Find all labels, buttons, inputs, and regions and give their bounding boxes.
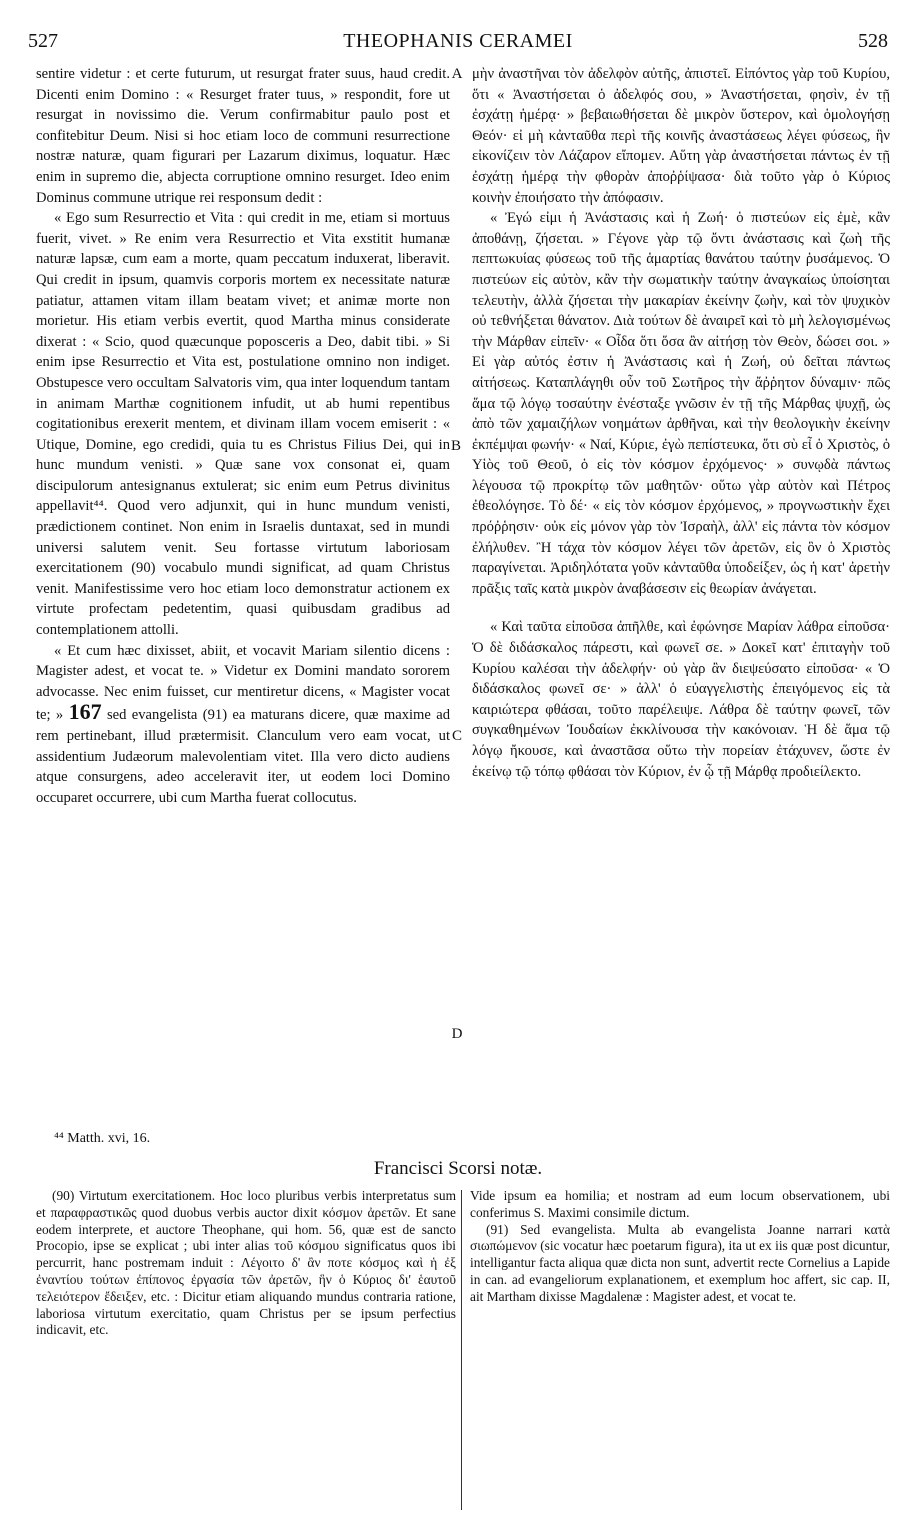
note-90: (90) Virtutum exercitationem. Hoc loco pluribus verbis interpretatus sum et παραφραστικῶς quod duobus verbis auctor dixit κόσμον ἀρετῶν. Et sane eodem interprete, et auctore Theophane, qui hom. 56, quæ est de sancto Procopio, ipse se explicat ; ubi inter alias τοῦ κόσμου significatus quos ibi percurrit, hanc postremam induit : Λέγοιτο δ' ἂν ποτε κόσμος καὶ ἡ ἐξ ἐναντίου τούτων ἐπίπονος ἐργασία τῶν ἀρετῶν, ἣν ὁ Κύριος δι' ἑαυτοῦ τελειότερον ἔδειξεν, etc. : Dicitur etiam aliquando mundus contraria ratione, laboriosa virtutum exercitatio, quam Christus per se ipsum perfectius indicavit, etc. [36, 1188, 456, 1338]
margin-letter-a: A [451, 66, 463, 82]
notes-left-column [36, 1188, 456, 1339]
latin-paragraph [36, 641, 450, 809]
latin-paragraph: sentire videtur : et certe futurum, ut resurgat frater suus, haud credit. Dicenti enim Domino : « Resurget frater tuus, » respondit, fore ut resurgat in novissimo die. Verum confirmabitur paulo post et confitebitur Deum. Nisi si hoc etiam loco de communi resurrectione nostræ naturæ, quam figurari per Lazarum diximus, loquatur. Hæc enim in supremo die, abjecta corruptione omnino resurget. Ideo enim Dominus commune utrique rei responsum dedit : [36, 66, 450, 206]
latin-text: sed evangelista (91) ea maturans dicere, quæ maxime ad rem pertinebant, illud prætermisit. Clanculum vero eam vocat, ut assidentium Judæorum malevolentiam vitet. Illa vero dicto audiens atque consurgens, adeo acceleravit iter, ut eodem loci Domino occuparet occurrere, ubi cum Martha fuerat collocutus. [36, 707, 450, 806]
greek-paragraph: μὴν ἀναστῆναι τὸν ἀδελφὸν αὐτῆς, ἀπιστεῖ. Εἰπόντος γὰρ τοῦ Κυρίου, ὅτι « Ἀναστήσεται ὁ ἀδελφός σου, » Ἀναστήσεται, φησὶν, ἐν τῇ ἐσχάτῃ ἡμέρᾳ· » βεβαιωθήσεται δὲ μικρὸν ὕστερον, καὶ ὁμολογήσῃ Θεόν· εἰ μὴ κἀνταῦθα περὶ τῆς κοινῆς ἀναστάσεως λέγει φύσεως, ἣν εἰκονίζειν τὸν Λάζαρον εἴπομεν. Αὕτη γὰρ ἀναστήσεται πάντως ἐν τῇ ἐσχάτῃ ἡμέρᾳ τὴν φθορὰν ἀποῤῥίψασα· διὰ τοῦτο γὰρ ὁ Κύριος κοινὴν ἐποιήσατο τὴν ἀπόφασιν. [472, 66, 890, 206]
margin-letter-b: B [450, 438, 461, 454]
running-header [28, 30, 888, 60]
greek-paragraph: « Ἐγώ εἰμι ἡ Ἀνάστασις καὶ ἡ Ζωή· ὁ πιστεύων εἰς ἐμὲ, κἂν ἀποθάνῃ, ζήσεται. » Γέγονε γὰρ τῷ ὄντι ἀνάστασις καὶ ζωὴ τῆς πεπτωκυίας φύσεως τοῦ τῆς ἁμαρτίας θανάτου ταύτην ῥυσάμενος. Ὁ πιστεύων εἰς αὐτὸν, κἂν τὴν σωματικὴν ταύτην ἀναγκαίως ὑποίσηται τελευτὴν, ἀλλὰ ζήσεται τὴν μακαρίαν ἐκείνην ζωὴν, καὶ τὸν ψυχικὸν οὐ τεθνήξεται θάνατον. Διὰ τούτων δὲ ἀναιρεῖ καὶ τὸ μὴ λελογισμένως τὴν Μάρθαν εἰπεῖν· « Οἶδα ὅτι ὅσα ἂν αἰτήσῃ τὸν Θεὸν, δώσει σοι. » Εἰ γὰρ αὐτός ἐστιν ἡ Ἀνάστασις καὶ ἡ Ζωή, οὐ δεῖται πάντως αἰτήσεως. Καταπλάγηθι οὖν τοῦ Σωτῆρος τὴν ἄῤῥητον δύναμιν· πῶς ἅμα τῷ λόγῳ τοσαύτην ἐνέσταξε γνῶσιν ἐν τῇ τῆς Μάρθας ψυχῇ, ὡς ἀπὸ τῶν χαμαιζήλων νοημάτων ἀρθῆναι, καὶ τὴν θεολογικὴν ἐκείνην ἐκπέμψαι φωνήν· « Ναί, Κύριε, ἐγὼ πεπίστευκα, ὅτι σὺ εἶ ὁ Χριστὸς, ὁ Υἱὸς τοῦ Θεοῦ, ὁ εἰς τὸν κόσμον ἐρχόμενος· » συνῳδὰ πάντως λέγουσα τῷ προκρίτῳ τῶν μαθητῶν· οὕτω γὰρ αὐτὸν καὶ Πέτρος ἐθεολόγησε. Τὸ δέ· « εἰς τὸν κόσμον ἐρχόμενος, » προγνωστικὴν ἔχει πρόῤῥησιν· οὐκ εἰς μόνον γὰρ τὸν Ἰσραὴλ, ἀλλ' εἰς πάντα τὸν κόσμον ἐλήλυθεν. Ἢ τάχα τὸν κόσμον λέγει τῶν ἀρετῶν, εἰς ὃν ὁ Χριστὸς παραγίνεται. Ἀριδηλότατα γοῦν κἀνταῦθα ὑποδείξεν, ὡς ἡ κατ' ἀρετὴν πρᾶξις ταῖς κατὰ μικρὸν ἀναβάσεσιν εἰς θεωρίαν ἀνάγεται. [472, 210, 890, 597]
column-number: 167 [68, 699, 102, 725]
greek-column [472, 64, 890, 782]
note-90-continued: Vide ipsum ea homilia; et nostram ad eum locum observationem, ubi conferimus S. Maximi consimile dictum. [470, 1188, 890, 1220]
latin-column [36, 64, 450, 808]
notes-right-column [470, 1188, 890, 1306]
greek-paragraph: « Καὶ ταῦτα εἰποῦσα ἀπῆλθε, καὶ ἐφώνησε Μαρίαν λάθρα εἰποῦσα· Ὁ δὲ διδάσκαλος πάρεστι, καὶ φωνεῖ σε. » Δοκεῖ κατ' ἐπιταγὴν τοῦ Κυρίου καλέσαι τὴν ἀδελφήν· οὐ γὰρ ἂν διεψεύσατο εἰποῦσα· « Ὁ διδάσκαλος φωνεῖ σε· » ἀλλ' ὁ εὐαγγελιστὴς ἐπειγόμενος εἰς τὰ καιριώτερα φθάσαι, τοῦτο παρέλειψε. Λάθρα δὲ ταύτην φωνεῖ, τῶν συγκαθημένων Ἰουδαίων ἐκκλίνουσα τὴν κακόνοιαν. Ἡ δὲ ἅμα τῷ λόγῳ ἤκουσε, καὶ ἀναστᾶσα οὕτω τὴν πορείαν ἐτάχυνεν, ὥστε ἐν ἐκείνῳ τῷ τόπῳ φθάσαι τὸν Κύριον, ἐν ᾧ τῇ Μάρθᾳ προδιείλεκτο. [472, 619, 890, 780]
page-number-left: 527 [28, 30, 58, 52]
margin-letter-d: D [451, 1026, 463, 1042]
margin-letter-c: C [451, 728, 462, 744]
notes-title: Francisci Scorsi notæ. [373, 1158, 543, 1179]
latin-text: « Et cum hæc dixisset, abiit, et vocavit Mariam silentio dicens : Magister adest, et vocat te. » Videtur ex Domini mandato sororem advocasse. Nec enim fuisset, cur mentiretur dicens, « Magister vocat te; » [36, 642, 450, 724]
page-number-right: 528 [858, 30, 888, 52]
note-91: (91) Sed evangelista. Multa ab evangelista Joanne narrari κατὰ σιωπώμενον (sic vocatur hæc poetarum figura), ita ut ex iis quæ post dicuntur, intelligantur facta aliqua quæ dicta non sunt, advertit recte Cornelius a Lapide in can. ad evangeliorum explanationem, et exemplum hoc affert, sic cap. II, ait Martham dixisse Magdalenæ : Magister adest, et vocat te. [470, 1221, 890, 1304]
column-divider [461, 1190, 462, 1510]
footnote: ⁴⁴ Matth. xvi, 16. [54, 1131, 151, 1146]
running-title: THEOPHANIS CERAMEI [343, 30, 573, 52]
latin-paragraph: « Ego sum Resurrectio et Vita : qui credit in me, etiam si mortuus fuerit, vivet. » Re enim vera Resurrectio et Vita exstitit humanæ naturæ lapsæ, cum eam a morte, quam peccatum induxerat, liberavit. Qui credit in ipsum, quamvis corporis mortem ex necessitate naturæ patiatur, attamen vitam illam beatam vivet; et animæ morte non morietur. His etiam verbis evertit, quod Martha minus considerate dixerat : « Scio, quod quæcunque poposceris a Deo, dabit tibi. » Si enim ipse Resurrectio et Vita est, postulatione omnino non indiget. Obstupesce vero occultam Salvatoris vim, qua inter loquendum tantam in animam Marthæ cognitionem infudit, ut ab humi repentibus cogitationibus erexerit mentem, et divinam illam vocem emiserit : « Utique, Domine, ego credidi, quia tu es Christus Filius Dei, qui in hunc mundum venisti. » Quæ sane vox consonat ei, quam discipulorum antesignanus extulerat; sic enim eum Petrus divinitus appellavit⁴⁴. Quod vero adjunxit, qui in hunc mundum venisti, prædictionem continet. Non enim in Israelis duntaxat, sed in mundi universi salutem venit. Seu fortasse virtutum laboriosam exercitationem (90) vocabulo mundi significat, ad quam Christus venit. Manifestissime vero hoc etiam loco demonstratur actionem ex virtute profectam pedetentim, quasi quibusdam gradibus ad contemplationem attolli. [36, 210, 450, 639]
